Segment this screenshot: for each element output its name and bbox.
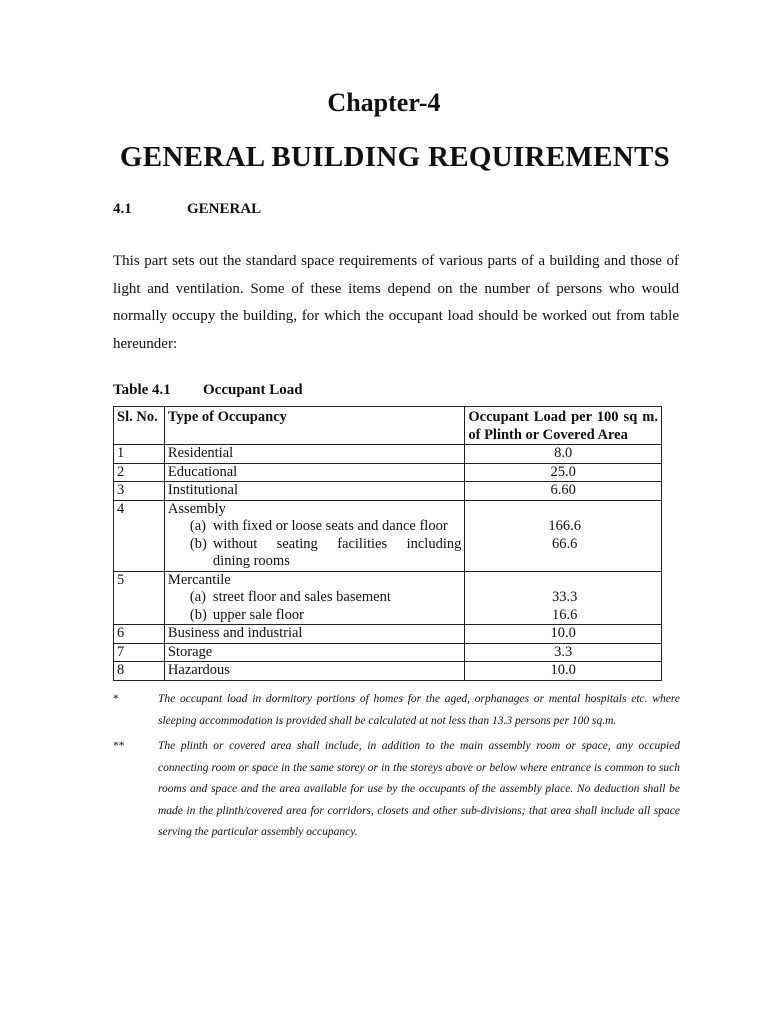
cell-load [465,571,662,625]
sub-item-label: (a) [189,589,207,605]
sub-item-text: street floor and sales basement [212,589,391,605]
cell-sl: 4 [114,500,165,571]
section-title: GENERAL [187,201,262,217]
sub-item-label: (a) [189,518,207,534]
sub-item-load: 66.6 [551,535,578,552]
section-heading [113,201,261,218]
footnote-mark: * [113,693,119,705]
sub-item-load: 166.6 [548,518,581,534]
cell-load: 10.0 [465,662,662,681]
cell-type [164,571,464,625]
table-row [114,463,662,482]
sub-item-text: upper sale floor [212,606,304,623]
cell-sl: 6 [114,625,165,644]
cell-type: Business and industrial [164,625,464,644]
sub-item-text: with fixed or loose seats and dance floor [212,518,448,534]
table-caption [113,382,303,399]
cell-load: 6.60 [465,482,662,501]
sub-item-text-continued: dining rooms [212,553,290,569]
table-row [114,643,662,662]
sub-item [168,536,461,554]
header-sl-no: Sl. No. [114,407,165,445]
footnote-text: The occupant load in dormitory portions of homes for the aged, orphanages or mental hospitals etc. where sleeping accommodation is provided shall be calculated at not less than 13.3 persons per 100 sq.m. [158,693,680,727]
table-row [114,500,662,571]
cell-sl: 5 [114,571,165,625]
cell-load: 25.0 [465,463,662,482]
sub-item [168,518,461,536]
cell-load: 10.0 [465,625,662,644]
chapter-heading: Chapter-4 [327,88,441,117]
table-row [114,571,662,625]
intro-paragraph: This part sets out the standard space requirements of various parts of a building and those of light and ventilation. Some of these items depend on the number of persons who would normally occupy the building, for which the occupant load should be worked out from table hereunder: [113,253,679,352]
cell-sl: 8 [114,662,165,681]
cell-sl: 2 [114,463,165,482]
footnote-text: The plinth or covered area shall include, in addition to the main assembly room or space, any occupied connecting room or space in the same storey or in the storeys above or below where entrance is common to such rooms and space and the area available for use by the occupants of the assembly place. No deduction shall be made in the plinth/covered area for corridors, closets and other sub-divisions; that area shall include all space serving the particular assembly occupancy. [158,740,680,838]
table-row [114,662,662,681]
footnote [113,736,680,844]
cell-type: Educational [164,463,464,482]
table-row [114,625,662,644]
sub-item [168,607,461,625]
cell-type: Storage [164,643,464,662]
sub-item-load: 33.3 [551,589,578,605]
sub-item-load: 16.6 [551,606,578,623]
cell-load: 3.3 [465,643,662,662]
table-number: Table 4.1 [113,382,171,398]
cell-sl: 1 [114,445,165,464]
header-occupant-load: Occupant Load per 100 sq m. of Plinth or Covered Area [465,407,662,445]
cell-sl: 3 [114,482,165,501]
table-row [114,482,662,501]
cell-type: Residential [164,445,464,464]
cell-type: Institutional [164,482,464,501]
header-type-of-occupancy: Type of Occupancy [164,407,464,445]
cell-load [465,500,662,571]
sub-item-label: (b) [189,535,207,552]
section-number: 4.1 [113,201,132,217]
table-title: Occupant Load [203,382,303,398]
sub-item-label: (b) [189,606,207,623]
sub-item-text: without seating facilities including [212,535,462,552]
cell-sl: 7 [114,643,165,662]
cell-type: Hazardous [164,662,464,681]
footnote [113,689,680,732]
cell-load: 8.0 [465,445,662,464]
occupant-load-table [113,406,662,681]
page-title: GENERAL BUILDING REQUIREMENTS [119,141,671,173]
table-row [114,445,662,464]
footnote-mark: ** [113,740,125,752]
cell-type [164,500,464,571]
table-footnotes [113,689,680,844]
occupancy-label: Mercantile [167,571,231,588]
table-header-row [114,407,662,445]
occupancy-label: Assembly [167,500,226,517]
sub-item [168,589,461,607]
